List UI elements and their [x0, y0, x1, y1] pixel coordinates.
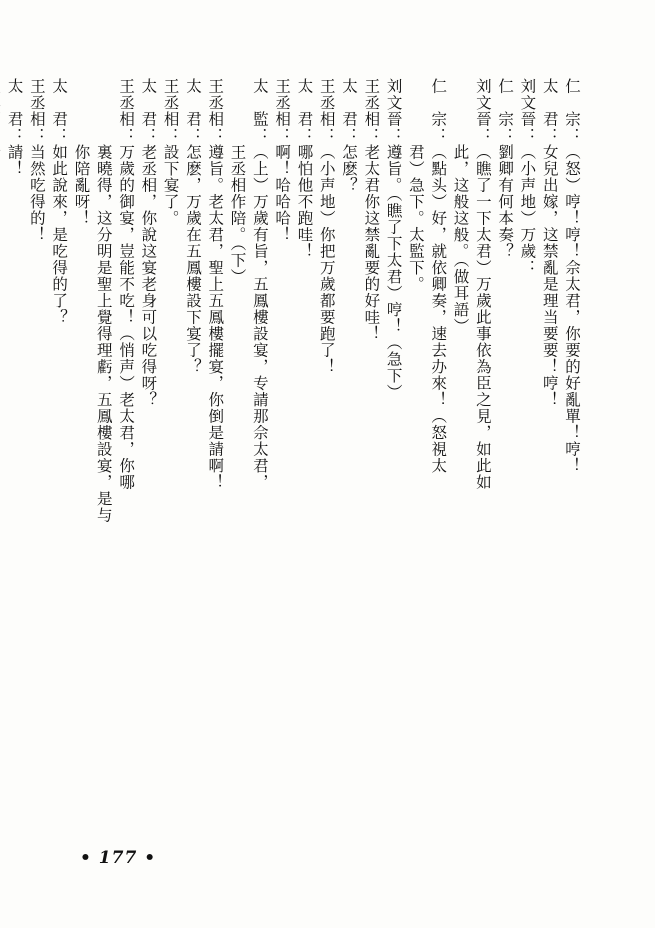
script-line: 王丞相作陪。（下） [228, 78, 247, 285]
script-line: 刘文晉：（瞧了一下太君）万歲此事依為臣之見，如此如 [473, 78, 492, 491]
script-line: 王丞相：当然吃得的！ [27, 78, 46, 243]
script-line: 刘文晉：（小声地）万歲： [518, 78, 537, 276]
script-line: 太 君：請！ [5, 78, 24, 177]
script-line: 王丞相：老太君你这禁亂要的好哇！ [362, 78, 381, 342]
script-line: 仁 宗：（怒）哼！哼！佘太君，你要的好亂單！哼！ [563, 78, 581, 474]
script-line: 你陪亂呀！ [72, 78, 91, 227]
script-line: 太 君：老丞相，你說这宴老身可以吃得呀？ [139, 78, 158, 408]
script-line [0, 78, 3, 778]
script-text-block [0, 78, 583, 778]
script-line: 太 君：哪怕他不跑哇！ [295, 78, 314, 260]
script-line: 太 君：女兒出嫁，这禁亂是理当要要！哼！ [540, 78, 559, 408]
script-line: 王丞相：（小声地）你把万歲都要跑了！ [317, 78, 336, 375]
script-line: 王丞相：万歲的御宴，豈能不吃！（悄声）老太君，你哪 [117, 78, 136, 491]
script-line: 太 君：怎麽，万歲在五鳳樓設下宴了？ [183, 78, 202, 375]
script-line: 仁 宗：劉卿有何本奏？ [496, 78, 515, 260]
page-number: • 177 • [80, 848, 157, 868]
script-line: 君）急下。太監下。 [406, 78, 425, 293]
script-line: 太 君：如此說來，是吃得的了？ [50, 78, 69, 326]
script-line: 王丞相：遵旨。老太君，聖上五鳳樓擺宴，你倒是請啊！ [206, 78, 225, 491]
script-line: 太 監：（上）万歲有旨，五鳳樓設宴，专請那佘太君， [250, 78, 269, 491]
script-line: 太 君：怎麽？ [340, 78, 359, 194]
script-line: 刘文晉：遵旨。（瞧了下太君）哼！（急下） [384, 78, 403, 401]
script-line: 此，这般这般。（做耳語） [451, 78, 470, 335]
script-line: 王丞相：設下宴了。 [161, 78, 180, 227]
script-line: 仁 宗：（點头）好，就依卿奏，速去办來！（怒視太 [429, 78, 448, 474]
script-line: 王丞相：啊！哈哈哈！ [273, 78, 292, 243]
script-line: 裏曉得，这分明是聖上覺得理虧，五鳳樓設宴，是与 [94, 78, 113, 524]
